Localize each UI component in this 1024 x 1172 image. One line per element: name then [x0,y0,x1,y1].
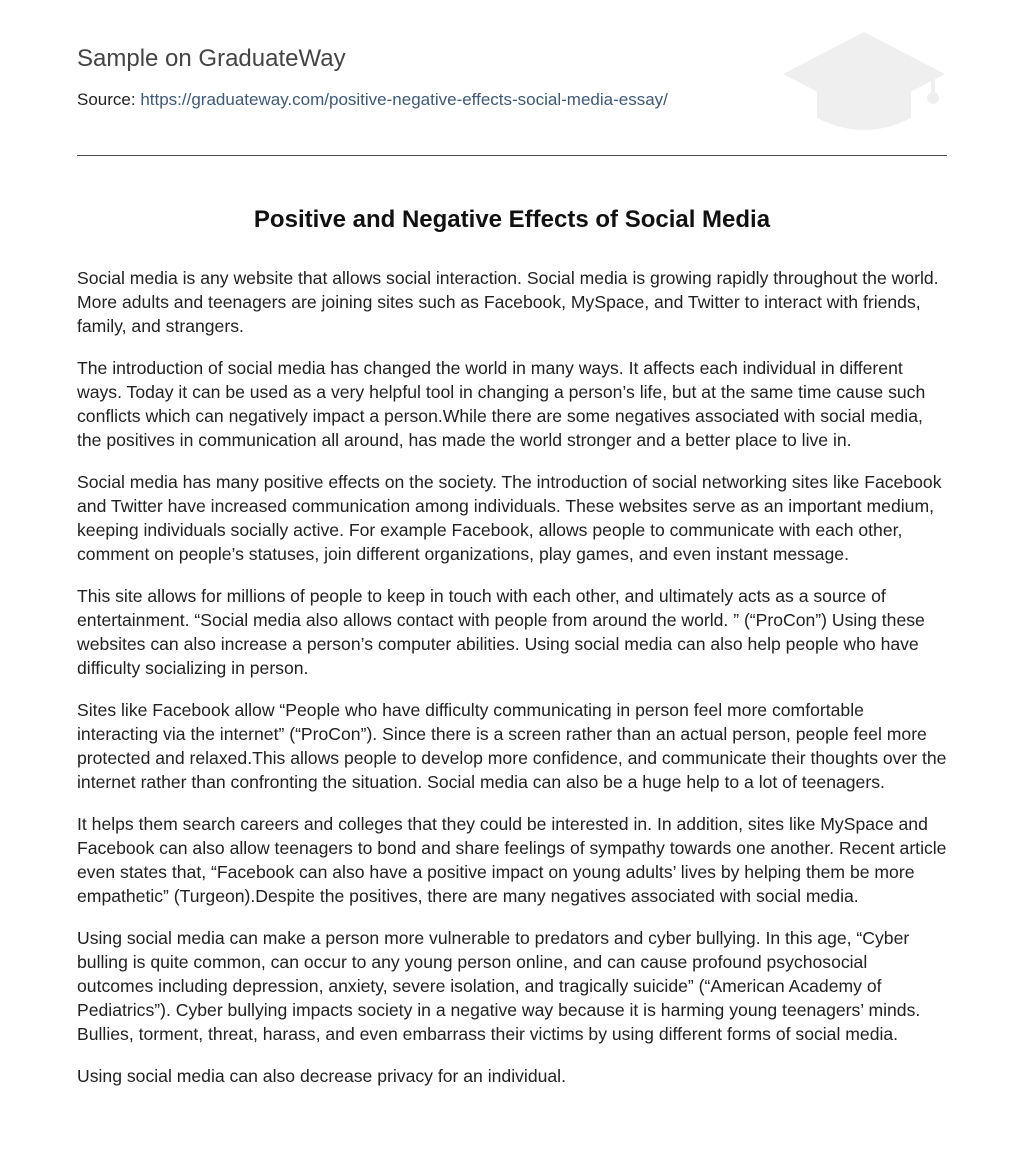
paragraph: The introduction of social media has changed the world in many ways. It affects each individual in different ways. Today it can be used as a very helpful tool in changing a person’s life, but at the same time cause such conflicts which can negatively impact a person.While there are some negatives associated with social media, the positives in communication all around, has made the world stronger and a better place to live in. [77,358,926,450]
paragraph: Social media has many positive effects on the society. The introduction of social networking sites like Facebook and Twitter have increased communication among individuals. These websites serve as an important medium, keeping individuals socially active. For example Facebook, allows people to communicate with each other, comment on people’s statuses, join different organizations, play games, and even instant message. [77,472,942,564]
paragraph: Using social media can also decrease privacy for an individual. [77,1066,566,1086]
paragraph: Sites like Facebook allow “People who have difficulty communicating in person feel more comfortable interacting via the internet” (“ProCon”). Since there is a screen rather than an actual person, people feel more protected and relaxed.This allows people to develop more confidence, and communicate their thoughts over the internet rather than confronting the situation. Social media can also be a huge help to a lot of teenagers. [77,700,947,792]
paragraph: It helps them search careers and colleges that they could be interested in. In addition, sites like MySpace and Facebook can also allow teenagers to bond and share feelings of sympathy towards one another. Recent article even states that, “Facebook can also have a positive impact on young adults’ lives by helping them be more empathetic” (Turgeon).Despite the positives, there are many negatives associated with social media. [77,814,947,906]
article-body [77,266,947,1088]
paragraph: This site allows for millions of people to keep in touch with each other, and ultimately acts as a source of entertainment. “Social media also allows contact with people from around the world. ” (“ProCon”) Using these websites can also increase a person’s computer abilities. Using social media can also help people who have difficulty socializing in person. [77,586,925,678]
document-page [77,0,947,1106]
source-link[interactable]: https://graduateway.com/positive-negative-effects-social-media-essay/ [140,90,668,109]
paragraph: Social media is any website that allows social interaction. Social media is growing rapidly throughout the world. More adults and teenagers are joining sites such as Facebook, MySpace, and Twitter to interact with friends, family, and strangers. [77,268,939,336]
page-header [77,0,947,156]
site-name: Sample on GraduateWay [77,45,346,72]
source-label: Source: [77,90,136,109]
article-title: Positive and Negative Effects of Social Media [253,206,771,233]
paragraph: Using social media can make a person more vulnerable to predators and cyber bullying. In this age, “Cyber bulling is quite common, can occur to any young person online, and can cause profound psychosocial outcomes including depression, anxiety, severe isolation, and tragically suicide” (“American Academy of Pediatrics”). Cyber bullying impacts society in a negative way because it is harming young teenagers’ minds. Bullies, torment, threat, harass, and even embarrass their victims by using different forms of social media. [77,928,921,1044]
graduation-cap-icon [781,30,947,134]
source-line [77,89,668,111]
